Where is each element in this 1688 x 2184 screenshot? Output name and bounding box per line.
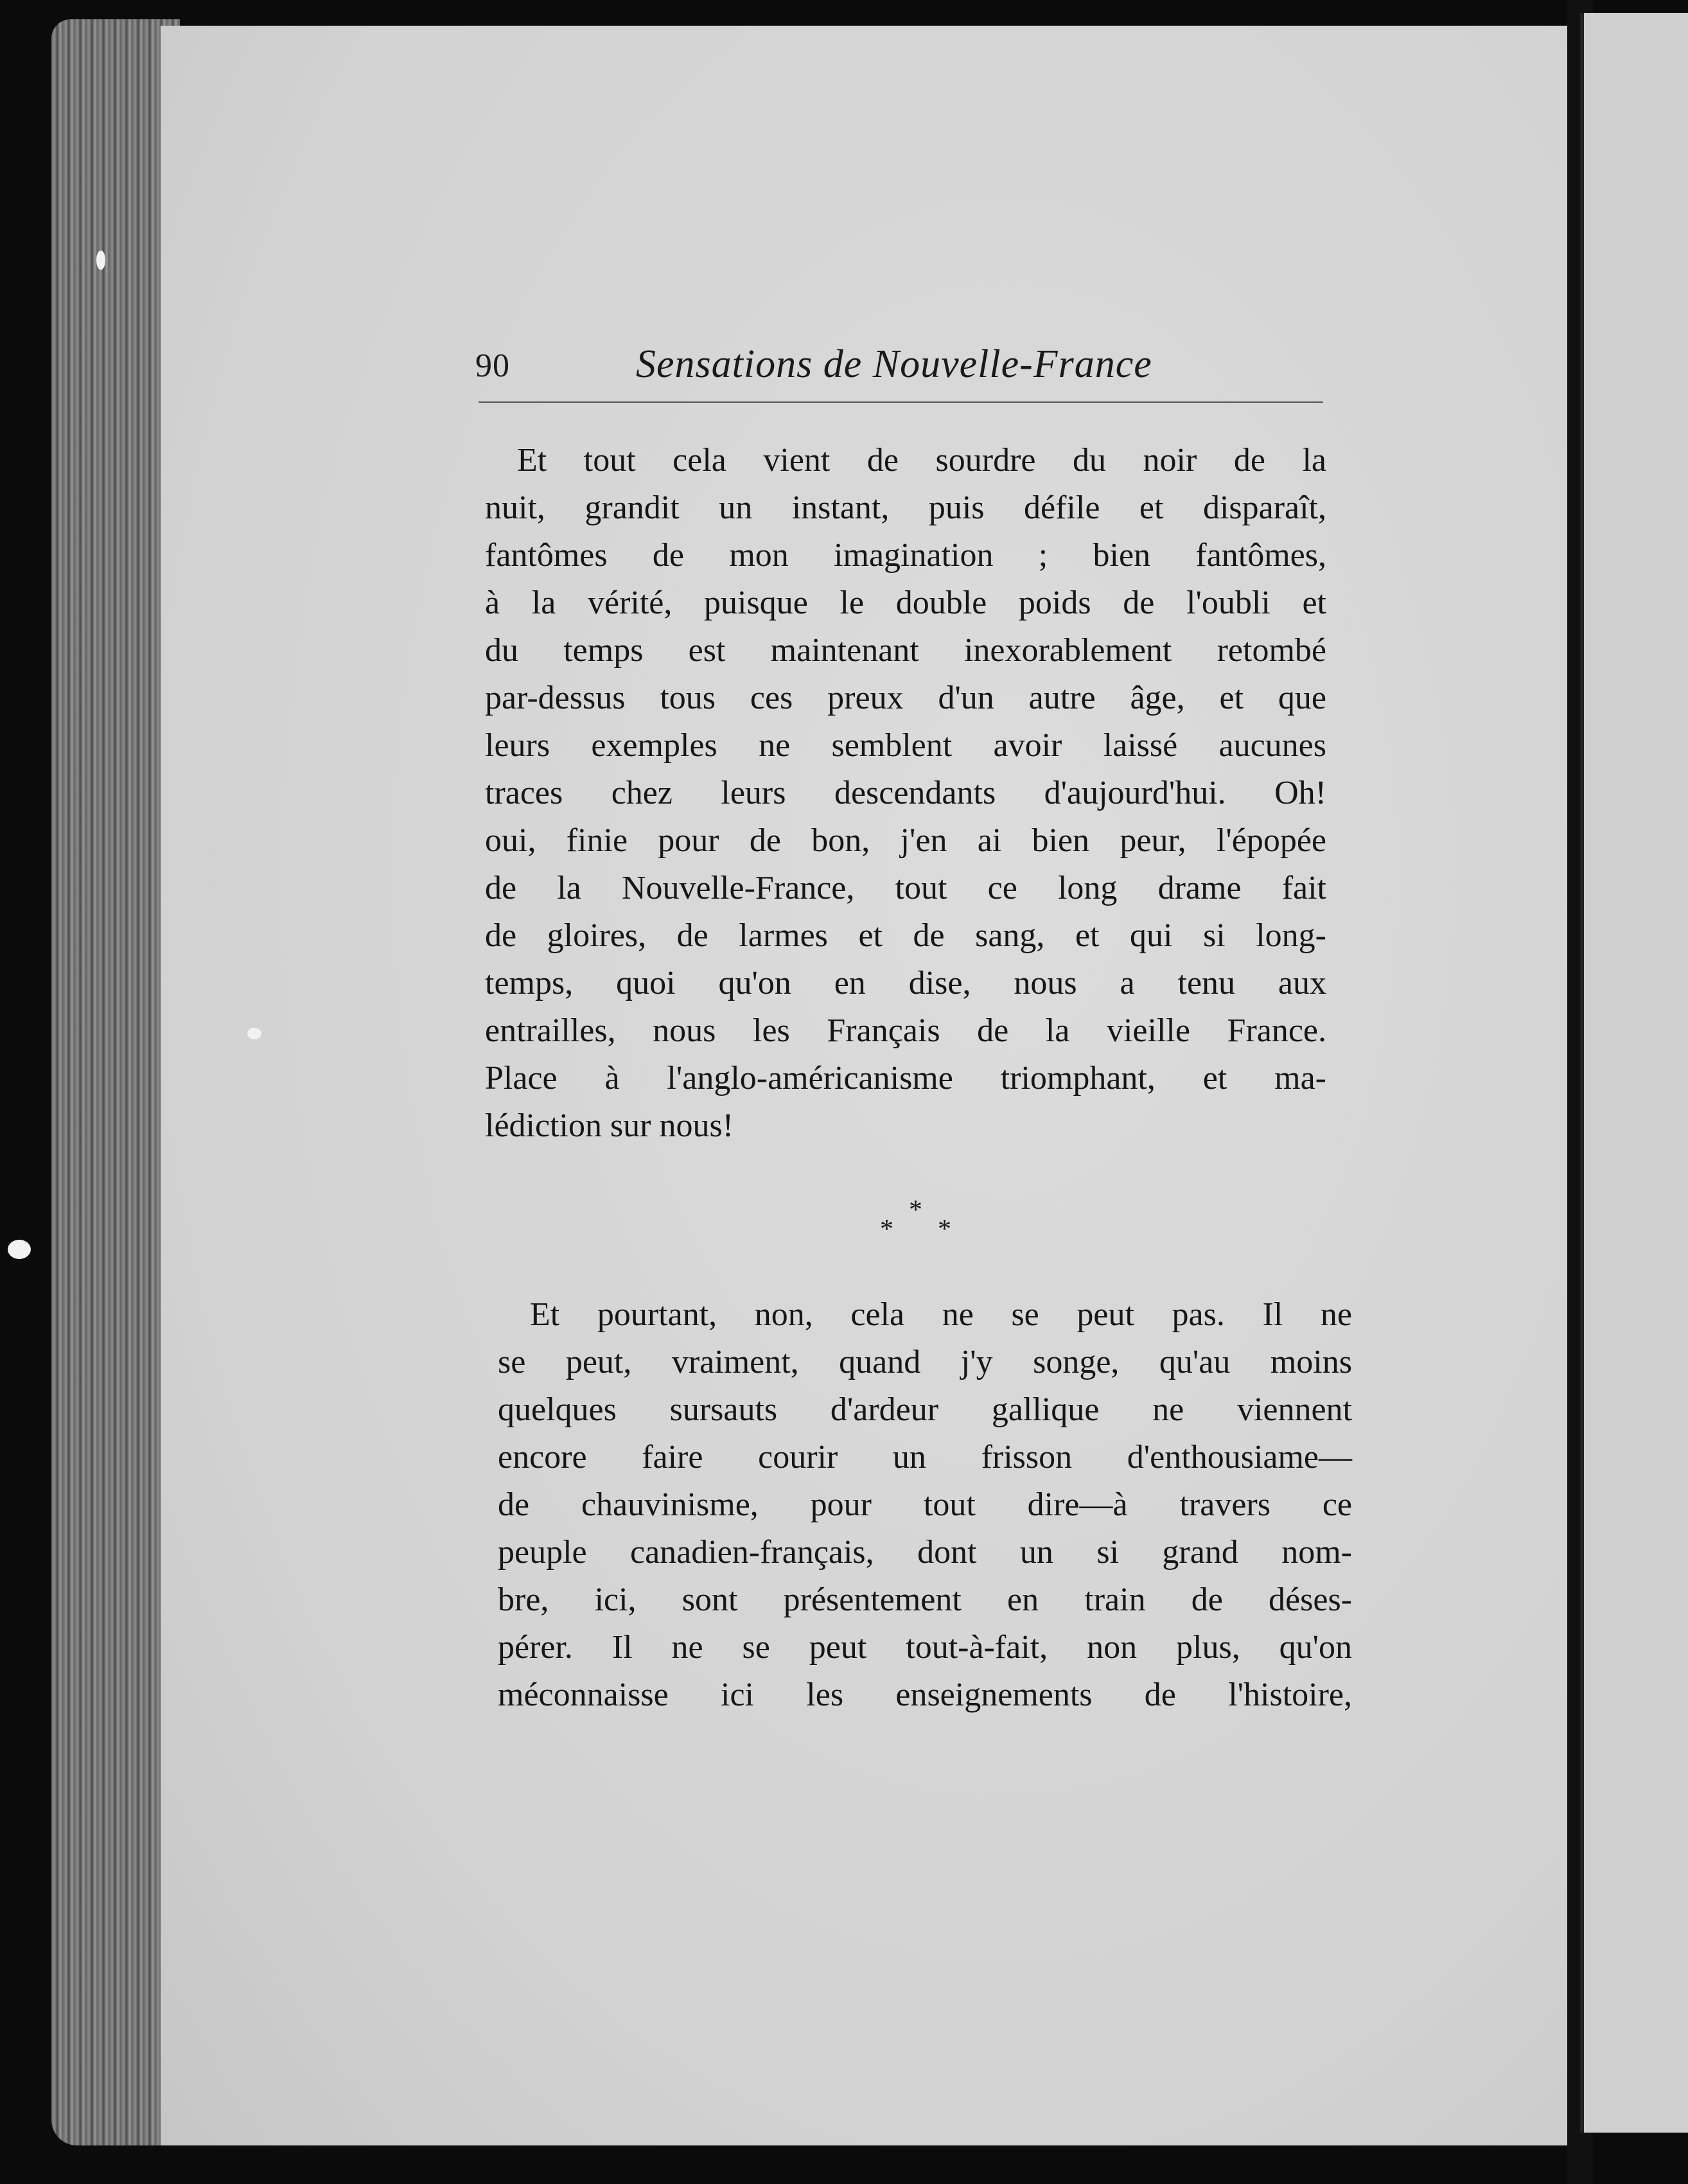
body-paragraph-1	[485, 437, 1326, 1150]
text-line: Place à l'anglo-américanisme triomphant, et ma-	[485, 1060, 1326, 1096]
text-line: se peut, vraiment, quand j'y songe, qu'au moins	[498, 1344, 1352, 1380]
text-line: de la Nouvelle-France, tout ce long drame fait	[485, 870, 1326, 906]
text-line: peuple canadien-français, dont un si grand nom-	[498, 1534, 1352, 1571]
text-line: traces chez leurs descendants d'aujourd'hui. Oh!	[485, 775, 1326, 811]
text-line: entrailles, nous les Français de la vieille France.	[485, 1012, 1326, 1049]
text-line: temps, quoi qu'on en dise, nous a tenu aux	[485, 965, 1326, 1001]
text-line: bre, ici, sont présentement en train de déses-	[498, 1581, 1352, 1618]
scan-speck	[8, 1240, 31, 1259]
text-line: du temps est maintenant inexorablement retombé	[485, 632, 1326, 669]
asterisk: *	[938, 1215, 951, 1244]
text-line: méconnaisse ici les enseignements de l'histoire,	[498, 1677, 1352, 1713]
body-paragraph-2	[498, 1291, 1352, 1719]
text-line: encore faire courir un frisson d'enthousiame—	[498, 1439, 1352, 1475]
running-title: Sensations de Nouvelle-France	[636, 342, 1152, 386]
text-line: Et tout cela vient de sourdre du noir de la	[517, 442, 1326, 479]
text-line: de chauvinisme, pour tout dire—à travers ce	[498, 1486, 1352, 1523]
text-line: Et pourtant, non, cela ne se peut pas. Il ne	[530, 1296, 1352, 1333]
facing-page-edge	[1580, 13, 1688, 2133]
scan-speck	[96, 251, 105, 270]
asterisk: *	[880, 1215, 893, 1244]
page-number: 90	[475, 348, 510, 384]
text-line: quelques sursauts d'ardeur gallique ne viennent	[498, 1391, 1352, 1428]
scan-speck	[247, 1028, 261, 1039]
text-line: nuit, grandit un instant, puis défile et disparaît,	[485, 489, 1326, 526]
header-rule	[479, 401, 1323, 403]
text-line: par-dessus tous ces preux d'un autre âge, et que	[485, 680, 1326, 716]
text-line: à la vérité, puisque le double poids de l'oubli et	[485, 585, 1326, 621]
text-line: oui, finie pour de bon, j'en ai bien peur, l'épopée	[485, 822, 1326, 859]
text-line: lédiction sur nous!	[485, 1107, 734, 1144]
text-line: pérer. Il ne se peut tout-à-fait, non plus, qu'on	[498, 1629, 1352, 1666]
section-asterism	[880, 1195, 951, 1246]
text-line: fantômes de mon imagination ; bien fantômes,	[485, 537, 1326, 574]
text-line: leurs exemples ne semblent avoir laissé aucunes	[485, 727, 1326, 764]
page-header	[475, 334, 1323, 398]
asterisk: *	[909, 1195, 922, 1225]
text-line: de gloires, de larmes et de sang, et qui si long-	[485, 917, 1326, 954]
